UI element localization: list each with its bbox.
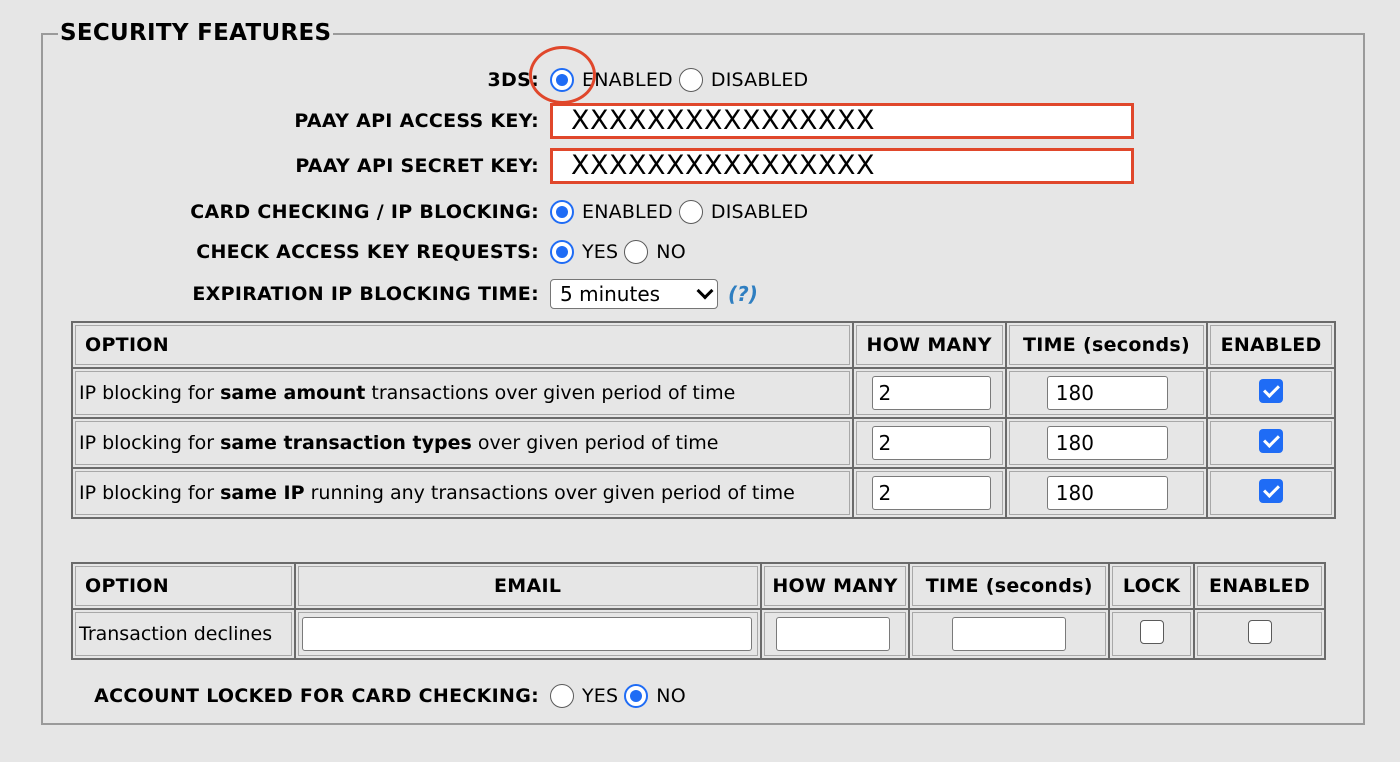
check-access-label: CHECK ACCESS KEY REQUESTS:	[196, 241, 539, 263]
expiration-help-link[interactable]: (?)	[728, 282, 758, 306]
transaction-declines-table	[71, 562, 1326, 660]
declines-enabled-checkbox[interactable]	[1248, 620, 1272, 644]
ip-row-option: IP blocking for same IP running any transactions over given period of time	[72, 468, 853, 518]
annotation-circle	[529, 46, 596, 104]
ip-row-option: IP blocking for same transaction types over given period of time	[72, 418, 853, 468]
threeds-disabled-label[interactable]: DISABLED	[710, 69, 809, 91]
table-row	[72, 368, 1335, 418]
check-access-no-radio[interactable]	[624, 240, 648, 264]
card-checking-enabled-label[interactable]: ENABLED	[582, 201, 673, 223]
declines-time-input[interactable]	[952, 617, 1066, 651]
api-secret-label: PAAY API SECRET KEY:	[295, 155, 539, 177]
checkbox-checked-icon[interactable]	[1259, 429, 1283, 453]
table-row	[72, 468, 1335, 518]
ip-row-time-input[interactable]: 180	[1047, 426, 1168, 460]
threeds-row	[0, 62, 1400, 98]
account-locked-no-label[interactable]: NO	[656, 685, 686, 707]
account-locked-label: ACCOUNT LOCKED FOR CARD CHECKING:	[94, 685, 539, 707]
declines-email-input[interactable]	[302, 617, 752, 651]
api-access-label: PAAY API ACCESS KEY:	[294, 110, 539, 132]
api-secret-input[interactable]: XXXXXXXXXXXXXXXX	[550, 148, 1134, 184]
expiration-label: EXPIRATION IP BLOCKING TIME:	[192, 283, 539, 305]
card-checking-enabled-radio[interactable]	[550, 200, 574, 224]
declines-header-lock: LOCK	[1109, 563, 1194, 609]
card-checking-disabled-label[interactable]: DISABLED	[710, 201, 809, 223]
table-row	[72, 418, 1335, 468]
ip-header-option: OPTION	[72, 322, 853, 368]
account-locked-yes-radio[interactable]	[550, 684, 574, 708]
ip-row-how-many-input[interactable]: 2	[872, 376, 991, 410]
expiration-row	[0, 276, 1400, 312]
declines-header-option: OPTION	[72, 563, 295, 609]
card-checking-disabled-radio[interactable]	[679, 200, 703, 224]
ip-table-header-row	[72, 322, 1335, 368]
declines-lock-checkbox[interactable]	[1140, 620, 1164, 644]
account-locked-row	[0, 678, 1400, 714]
declines-header-row	[72, 563, 1325, 609]
card-checking-row	[0, 194, 1400, 230]
declines-header-how-many: HOW MANY	[761, 563, 910, 609]
check-access-row	[0, 234, 1400, 270]
ip-row-time-input[interactable]: 180	[1047, 476, 1168, 510]
api-access-input[interactable]: XXXXXXXXXXXXXXXX	[550, 103, 1134, 139]
checkbox-checked-icon[interactable]	[1259, 379, 1283, 403]
declines-option: Transaction declines	[72, 609, 295, 659]
ip-row-how-many-input[interactable]: 2	[872, 476, 991, 510]
ip-row-how-many-input[interactable]: 2	[872, 426, 991, 460]
check-access-no-label[interactable]: NO	[656, 241, 686, 263]
ip-header-how-many: HOW MANY	[853, 322, 1006, 368]
expiration-select-value: 5 minutes	[560, 282, 661, 306]
threeds-label: 3DS:	[487, 69, 539, 91]
check-access-yes-label[interactable]: YES	[582, 241, 619, 263]
declines-header-time: TIME (seconds)	[909, 563, 1109, 609]
threeds-enabled-label[interactable]: ENABLED	[582, 69, 673, 91]
ip-row-option: IP blocking for same amount transactions over given period of time	[72, 368, 853, 418]
ip-row-time-input[interactable]: 180	[1047, 376, 1168, 410]
account-locked-yes-label[interactable]: YES	[582, 685, 619, 707]
account-locked-no-radio[interactable]	[624, 684, 648, 708]
declines-header-enabled: ENABLED	[1194, 563, 1325, 609]
card-checking-label: CARD CHECKING / IP BLOCKING:	[190, 201, 539, 223]
section-title: SECURITY FEATURES	[60, 20, 332, 46]
chevron-down-icon	[697, 283, 714, 300]
ip-header-enabled: ENABLED	[1207, 322, 1335, 368]
ip-header-time: TIME (seconds)	[1006, 322, 1207, 368]
ip-blocking-table	[71, 321, 1336, 519]
check-access-yes-radio[interactable]	[550, 240, 574, 264]
threeds-disabled-radio[interactable]	[679, 68, 703, 92]
expiration-select[interactable]	[550, 279, 718, 309]
declines-header-email: EMAIL	[295, 563, 761, 609]
declines-how-many-input[interactable]	[776, 617, 891, 651]
table-row	[72, 609, 1325, 659]
checkbox-checked-icon[interactable]	[1259, 479, 1283, 503]
